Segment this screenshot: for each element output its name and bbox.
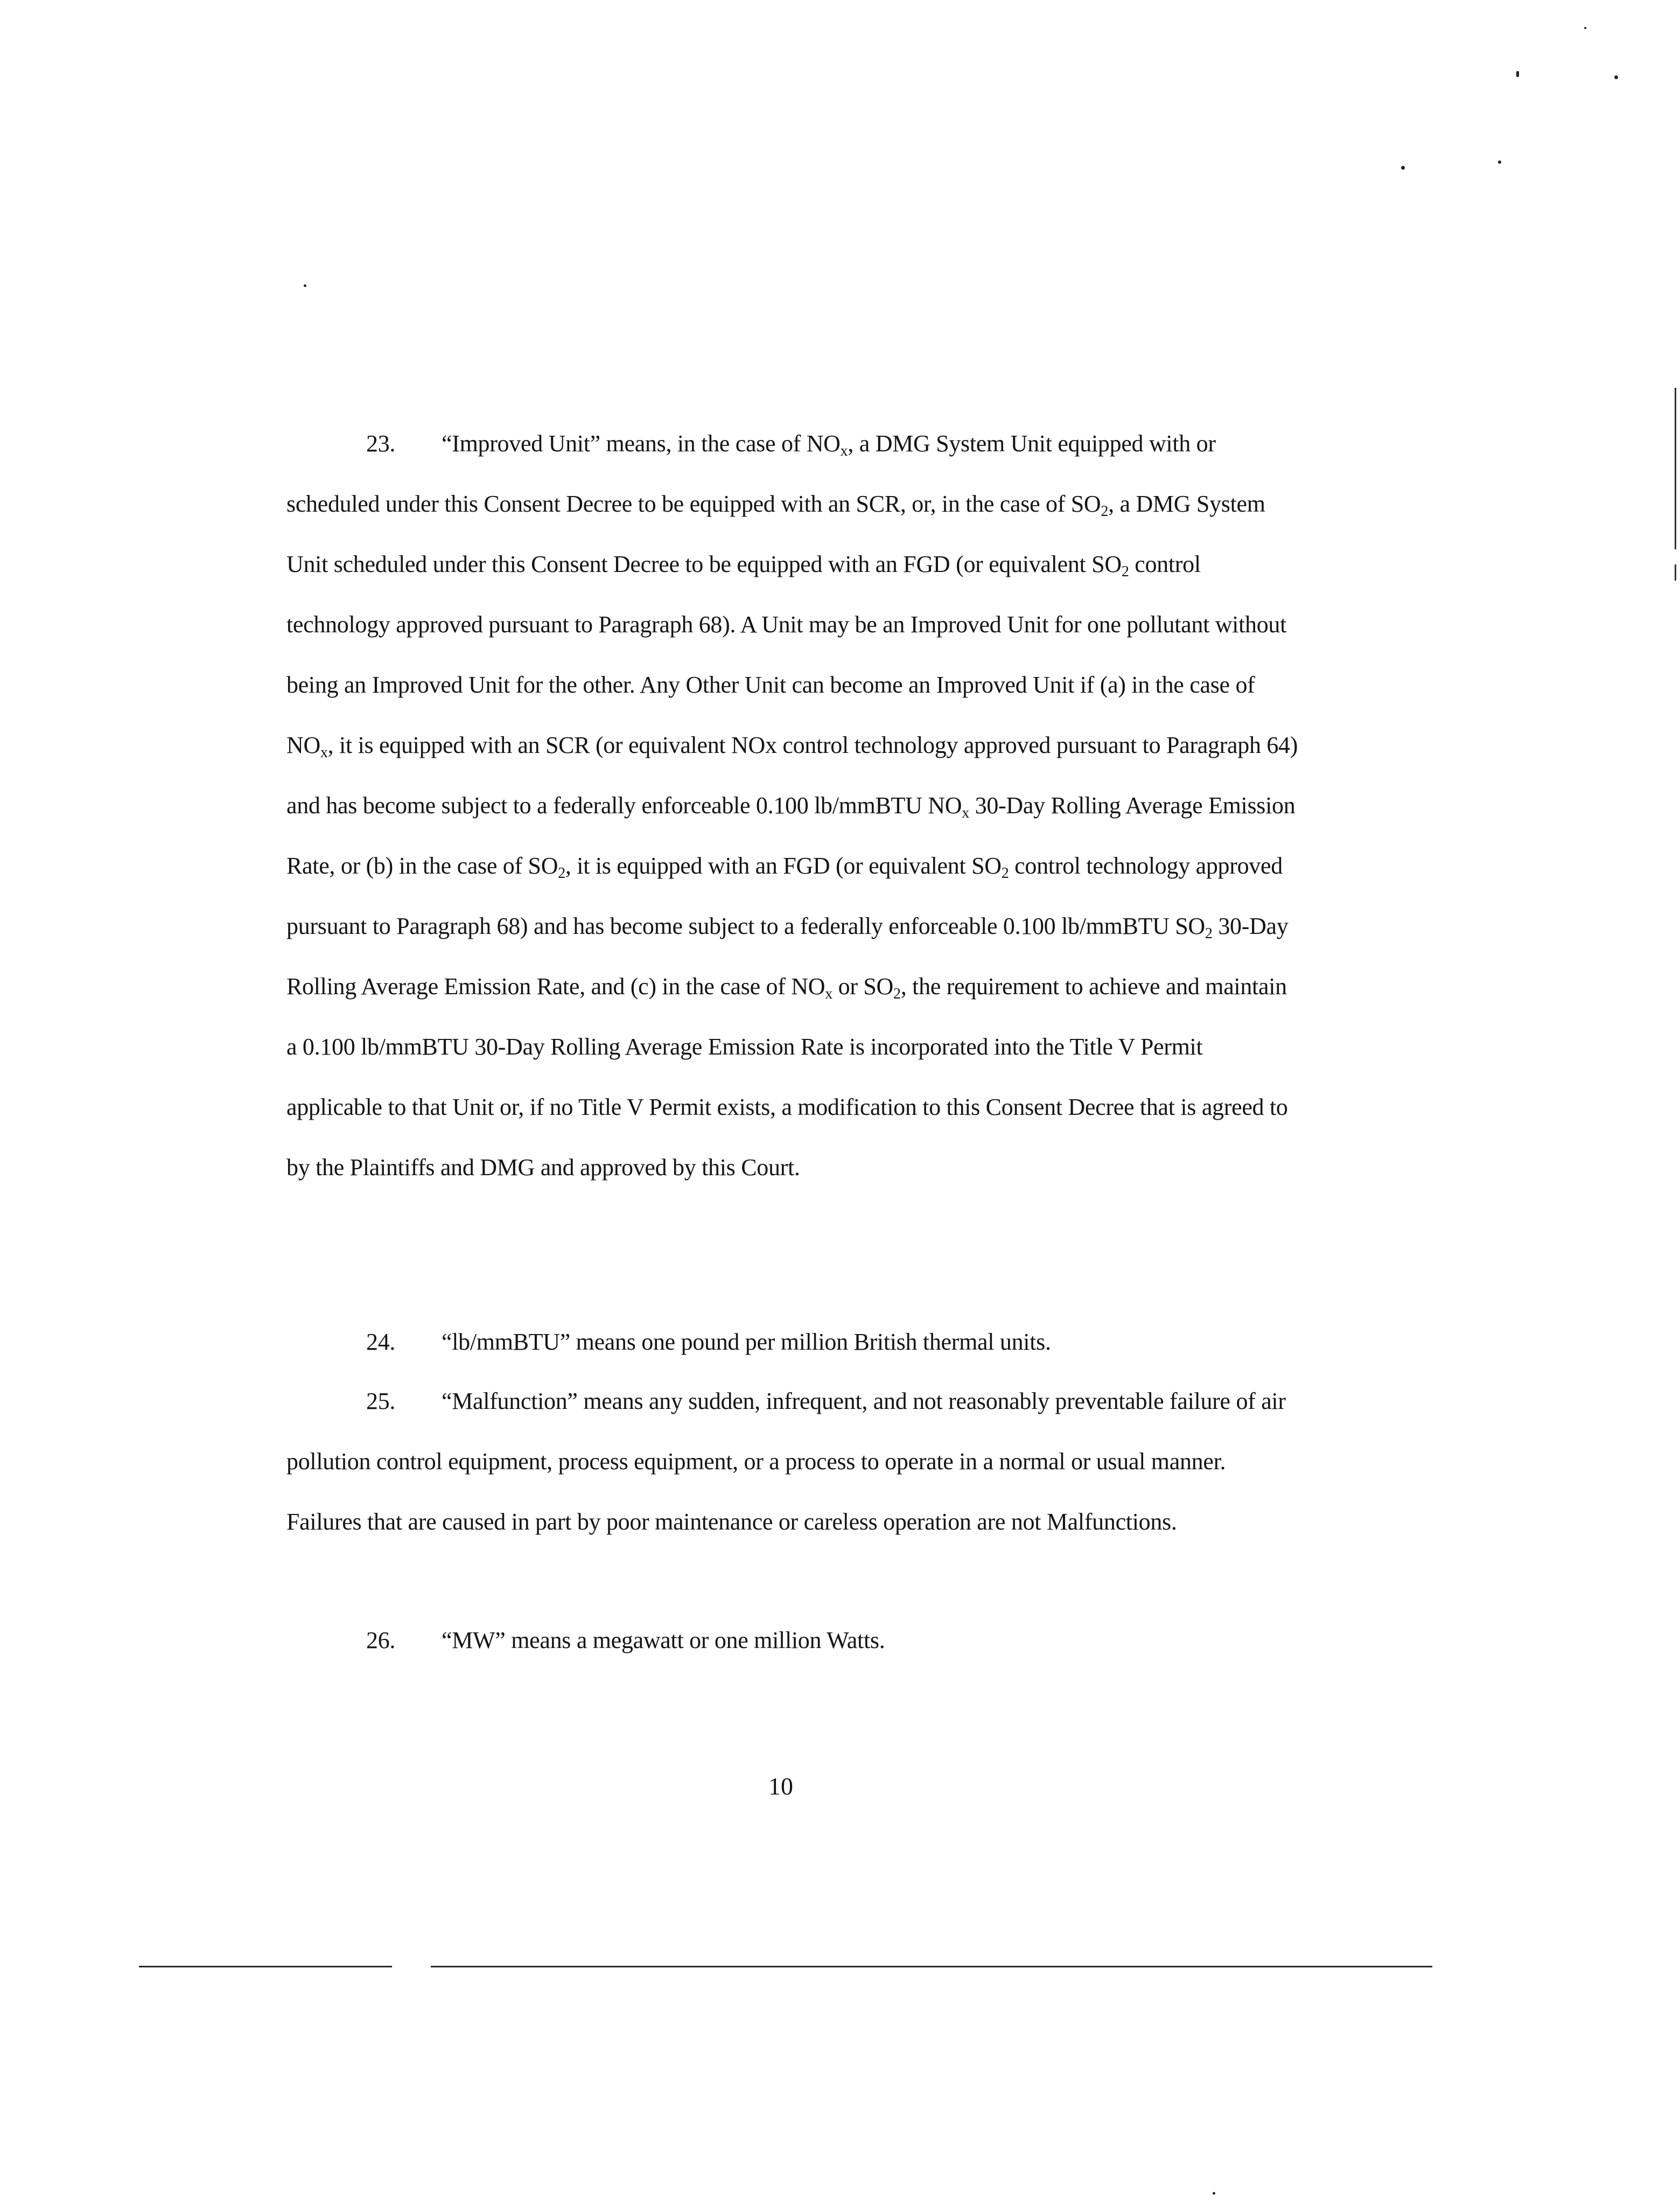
footer-rule — [139, 1966, 392, 1967]
paragraph-text: “Malfunction” means any sudden, infrequent, and not reasonably preventable failure of air pollution control equipment, process equipment, or a process to operate in a normal or usual manner. Failures that are caused in part by poor maintenance or careless operation are not Malfunctions. — [286, 1388, 1286, 1535]
scan-edge-mark — [1675, 564, 1676, 581]
text-run: control technology approved pursuant to Paragraph 68). A Unit may be an Improved Unit for one pollutant without being an Improved Unit for the other. Any Other Unit can become an Improved Unit if (a) in the case of NO — [286, 551, 1287, 758]
text-run: “Improved Unit” means, in the case of NO — [442, 430, 841, 457]
text-run: , it is equipped with an SCR (or equivalent NOx control technology approved pursuant to Paragraph 64) and has become subject to a federally enforceable 0.100 lb/mmBTU NO — [286, 732, 1298, 819]
subscript: x — [825, 986, 832, 1002]
footer-rule — [431, 1966, 894, 1967]
text-run: 30-Day Rolling Average Emission Rate, and (c) in the case of NO — [286, 913, 1289, 1000]
text-run: , a DMG System Unit equipped with or scheduled under this Consent Decree to be equipped with an SCR, or, in the case of SO — [286, 430, 1216, 517]
scan-speck — [1516, 71, 1519, 77]
text-run: , a DMG System Unit scheduled under this Consent Decree to be equipped with an FGD (or equivalent SO — [286, 491, 1265, 577]
paragraph-number: 23. — [366, 430, 396, 457]
paragraph-number: 25. — [366, 1388, 396, 1414]
paragraph-number: 26. — [366, 1627, 396, 1653]
page-number: 10 — [768, 1772, 793, 1800]
text-run: 30-Day Rolling Average Emission Rate, or (b) in the case of SO — [286, 792, 1296, 879]
subscript: 2 — [1101, 503, 1109, 520]
subscript: 2 — [1205, 925, 1213, 942]
subscript: 2 — [1001, 865, 1009, 882]
subscript: x — [962, 805, 969, 821]
subscript: 2 — [558, 865, 565, 882]
scan-speck — [304, 284, 306, 287]
text-run: , it is equipped with an FGD (or equivalent SO — [565, 853, 1002, 879]
subscript: x — [320, 744, 328, 761]
scan-speck — [1614, 75, 1618, 79]
text-run: control technology approved pursuant to Paragraph 68) and has become subject to a federally enforceable 0.100 lb/mmBTU SO — [286, 853, 1283, 939]
paragraph-24 — [286, 1312, 1299, 1372]
footer-rule — [1389, 1966, 1428, 1967]
footer-rule — [894, 1966, 1432, 1967]
subscript: 2 — [893, 986, 901, 1002]
paragraph-23 — [286, 414, 1299, 1198]
subscript: 2 — [1121, 563, 1129, 580]
text-run: or SO — [832, 973, 894, 1000]
scan-speck — [1213, 2192, 1215, 2195]
scan-speck — [1401, 166, 1405, 170]
scan-speck — [1498, 160, 1501, 164]
scan-speck — [1584, 27, 1586, 29]
paragraph-26 — [286, 1610, 1299, 1671]
scan-edge-mark — [1675, 388, 1676, 549]
subscript: x — [840, 443, 848, 459]
paragraph-25 — [286, 1371, 1299, 1552]
paragraph-text: “MW” means a megawatt or one million Watts. — [442, 1627, 885, 1653]
paragraph-text: “lb/mmBTU” means one pound per million British thermal units. — [442, 1329, 1051, 1355]
text-run: , the requirement to achieve and maintain a 0.100 lb/mmBTU 30-Day Rolling Average Emission Rate is incorporated into the Title V Permit applicable to that Unit or, if no Title V Permit exists, a modification to this Consent Decree that is agreed to by the Plaintiffs and DMG and approved by this Court. — [286, 973, 1288, 1181]
paragraph-number: 24. — [366, 1329, 396, 1355]
